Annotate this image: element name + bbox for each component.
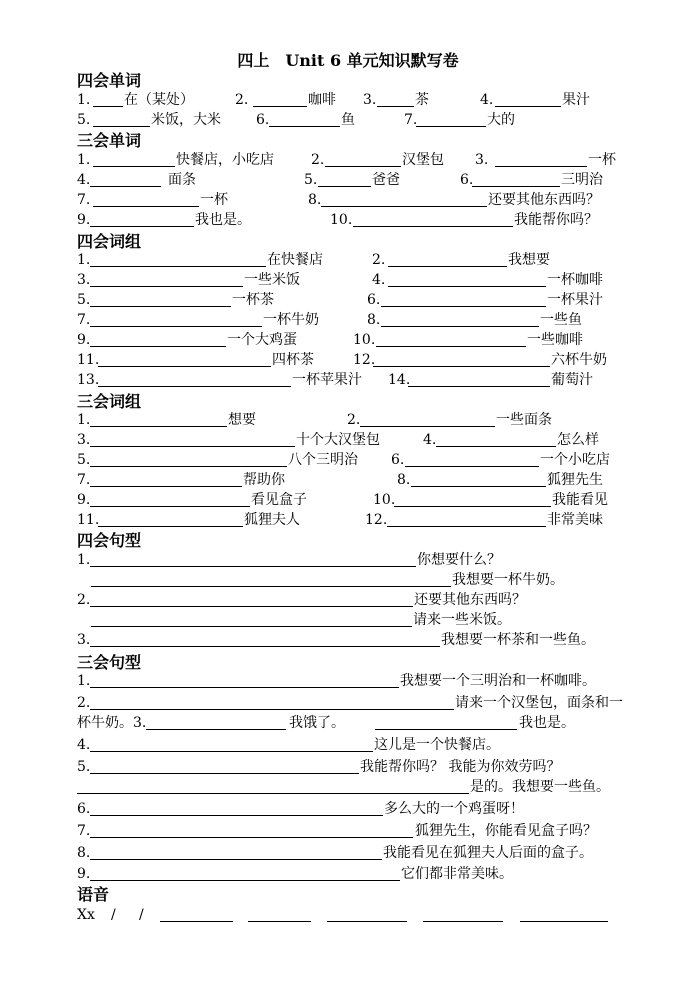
item-prompt: 请来一个汉堡包，面条和一: [455, 695, 623, 711]
sentences3-row-4: [77, 735, 622, 755]
item-prompt: 我也是。: [519, 715, 575, 731]
answer-blank[interactable]: [90, 186, 161, 187]
item-number: 4.: [77, 172, 91, 188]
item-number: 2.: [77, 592, 91, 608]
item-number: 1.: [77, 152, 91, 168]
answer-blank[interactable]: [91, 586, 451, 587]
item-prompt: 八个三明治: [288, 452, 358, 468]
answer-blank[interactable]: [318, 186, 371, 187]
item-number: 3.: [363, 92, 377, 108]
item-prompt: 还要其他东西吗？: [414, 592, 526, 608]
answer-blank[interactable]: [90, 266, 266, 267]
item-number: 6.: [367, 292, 381, 308]
answer-blank[interactable]: [90, 815, 383, 816]
item-prompt: 一杯牛奶: [263, 312, 319, 328]
item-number: 3.: [77, 272, 91, 288]
item-number: 8.: [367, 312, 381, 328]
item-number: 8.: [308, 192, 322, 208]
answer-blank[interactable]: [90, 566, 416, 567]
sentences3-row-5b: [77, 777, 622, 797]
item-prompt: 米饭，大米: [151, 112, 221, 128]
item-prompt: 汉堡包: [402, 152, 444, 168]
item-prompt: 请来一些米饭。: [413, 612, 511, 628]
item-number: 9.: [77, 866, 91, 882]
answer-blank[interactable]: [90, 306, 231, 307]
item-prompt: 一些鱼: [540, 312, 582, 328]
answer-blank[interactable]: [90, 286, 243, 287]
section-heading-three-skill-phrases: 三会词组: [77, 392, 142, 411]
answer-blank[interactable]: [408, 386, 550, 387]
item-number: 2.: [235, 92, 249, 108]
item-prompt: 狐狸先生，你能看见盒子吗？: [415, 823, 597, 839]
sentences3-row-2b: [77, 713, 622, 733]
item-number: 5.: [77, 112, 91, 128]
words3-row-4: [77, 210, 622, 230]
answer-blank[interactable]: [98, 526, 243, 527]
words4-row-2: [77, 110, 622, 130]
answer-blank[interactable]: [387, 526, 546, 527]
item-number: 3.: [77, 432, 91, 448]
item-number: 6.: [460, 172, 474, 188]
item-prompt: 我想要一杯牛奶。: [452, 572, 564, 588]
phrases4-row-1: [77, 250, 622, 270]
sentences3-row-1: [77, 671, 622, 691]
sentences3-row-9: [77, 864, 622, 884]
answer-blank[interactable]: [472, 186, 560, 187]
answer-blank[interactable]: [90, 486, 242, 487]
phonics-letter: Xx: [77, 907, 95, 923]
section-heading-three-skill-words: 三会单词: [77, 131, 142, 150]
sentences3-row-7: [77, 821, 622, 841]
item-number: 7.: [77, 192, 91, 208]
answer-blank[interactable]: [90, 326, 262, 327]
item-number: 2.: [372, 252, 386, 268]
item-prompt: 鱼: [341, 112, 355, 128]
item-prompt: 我想要一个三明治和一杯咖啡。: [400, 673, 596, 689]
answer-blank[interactable]: [436, 446, 556, 447]
item-prompt: 在快餐店: [267, 252, 323, 268]
item-prompt: 一个小吃店: [540, 452, 610, 468]
phrases3-row-4: [77, 470, 622, 490]
item-prompt: 还要其他东西吗？: [488, 192, 600, 208]
item-prompt: 帮助你: [243, 472, 285, 488]
item-number: 8.: [77, 845, 91, 861]
item-number: 7.: [77, 823, 91, 839]
phrases3-row-6: [77, 510, 622, 530]
phonics-word-blank[interactable]: [248, 921, 311, 922]
answer-blank[interactable]: [381, 326, 539, 327]
item-prompt: 一个大鸡蛋: [227, 332, 297, 348]
phonics-row: [77, 905, 622, 925]
item-number: 6.: [77, 801, 91, 817]
phrases4-row-4: [77, 310, 622, 330]
item-number: 7.: [77, 472, 91, 488]
answer-blank[interactable]: [90, 859, 382, 860]
answer-blank[interactable]: [90, 687, 399, 688]
answer-blank[interactable]: [91, 626, 412, 627]
item-number: 11.: [77, 352, 100, 368]
phonics-word-blank[interactable]: [160, 921, 233, 922]
item-number: 9.: [77, 332, 91, 348]
item-prompt: 我能帮你吗？ 我能为你效劳吗？: [360, 759, 561, 775]
item-number: 3.: [475, 152, 489, 168]
answer-blank[interactable]: [77, 793, 469, 794]
item-prompt: 一些咖啡: [527, 332, 583, 348]
answer-blank[interactable]: [90, 346, 226, 347]
answer-blank[interactable]: [269, 126, 340, 127]
item-number: 10.: [353, 332, 376, 348]
item-prompt: 想要: [228, 412, 256, 428]
item-prompt: 三明治: [561, 172, 603, 188]
words3-row-3: [77, 190, 622, 210]
phonics-slash-close: /: [139, 907, 144, 923]
item-number: 13.: [77, 372, 100, 388]
item-prompt: 狐狸先生: [547, 472, 603, 488]
phrases3-row-3: [77, 450, 622, 470]
phonics-word-blank[interactable]: [423, 921, 503, 922]
item-number: 4.: [77, 737, 91, 753]
sentences3-row-6: [77, 799, 622, 819]
answer-blank[interactable]: [93, 106, 123, 107]
item-number: 10.: [373, 492, 396, 508]
item-number: 1.: [77, 673, 91, 689]
sentences4-row-3: [77, 630, 622, 650]
section-heading-phonics: 语音: [77, 885, 110, 904]
answer-blank[interactable]: [376, 346, 526, 347]
item-prompt: 大的: [487, 112, 515, 128]
item-number: 9.: [77, 212, 91, 228]
item-number: 6.: [256, 112, 270, 128]
item-number: 1.: [77, 92, 91, 108]
item-number: 4.: [480, 92, 494, 108]
item-prompt: 一杯果汁: [547, 292, 603, 308]
answer-blank[interactable]: [325, 166, 401, 167]
answer-blank[interactable]: [90, 709, 454, 710]
item-prompt: 一杯: [200, 192, 228, 208]
answer-blank[interactable]: [90, 226, 194, 227]
item-number: 1.: [77, 412, 91, 428]
item-prompt: 一杯咖啡: [547, 272, 603, 288]
answer-blank[interactable]: [90, 466, 287, 467]
item-prompt: 一杯: [588, 152, 616, 168]
answer-blank[interactable]: [321, 206, 487, 207]
item-number: 2.: [311, 152, 325, 168]
item-prompt: 一杯苹果汁: [292, 372, 362, 388]
item-number: 7.: [77, 312, 91, 328]
item-prompt: 果汁: [562, 92, 590, 108]
item-number: 4.: [372, 272, 386, 288]
answer-blank[interactable]: [98, 366, 271, 367]
item-number: 14.: [388, 372, 411, 388]
answer-blank[interactable]: [405, 466, 539, 467]
answer-blank[interactable]: [93, 206, 199, 207]
answer-blank[interactable]: [388, 286, 546, 287]
sentences3-row-2: [77, 693, 622, 713]
item-prompt: 你想要什么？: [417, 552, 501, 568]
answer-blank[interactable]: [93, 166, 175, 167]
item-number: 2.: [347, 412, 361, 428]
item-prompt: 在（某处）: [124, 92, 194, 108]
answer-blank[interactable]: [90, 506, 250, 507]
answer-blank[interactable]: [146, 729, 286, 730]
item-prompt: 非常美味: [547, 512, 603, 528]
item-prompt: 茶: [415, 92, 429, 108]
phrases3-row-1: [77, 410, 622, 430]
item-prompt: 是的。我想要一些鱼。: [470, 779, 610, 795]
answer-blank[interactable]: [495, 166, 587, 167]
answer-blank[interactable]: [373, 366, 550, 367]
item-number: 8.: [397, 472, 411, 488]
answer-blank[interactable]: [375, 729, 517, 730]
sentences4-row-2: [77, 590, 622, 610]
item-number: 2.: [77, 695, 91, 711]
phonics-word-blank[interactable]: [327, 921, 407, 922]
item-number: 3.: [77, 632, 91, 648]
item-number: 4.: [423, 432, 437, 448]
section-heading-four-skill-phrases: 四会词组: [77, 232, 142, 251]
answer-blank[interactable]: [93, 126, 150, 127]
item-prompt: 葡萄汁: [551, 372, 593, 388]
section-heading-four-skill-sentences: 四会句型: [77, 531, 142, 550]
item-number: 9.: [77, 492, 91, 508]
item-number: 10.: [330, 212, 353, 228]
phrases4-row-7: [77, 370, 622, 390]
item-prompt: 怎么样: [557, 432, 599, 448]
phrases3-row-5: [77, 490, 622, 510]
item-prompt: 一些米饭: [244, 272, 300, 288]
words4-row-1: [77, 90, 622, 110]
answer-blank[interactable]: [90, 646, 440, 647]
answer-blank[interactable]: [394, 506, 551, 507]
item-prompt: 四杯茶: [272, 352, 314, 368]
item-prompt: 杯牛奶。: [77, 715, 133, 731]
item-prompt: 一杯茶: [232, 292, 274, 308]
answer-blank[interactable]: [90, 426, 227, 427]
section-heading-three-skill-sentences: 三会句型: [77, 653, 142, 672]
phrases4-row-6: [77, 350, 622, 370]
item-prompt: 一些面条: [496, 412, 552, 428]
item-prompt: 十个大汉堡包: [296, 432, 380, 448]
item-number: 6.: [391, 452, 405, 468]
answer-blank[interactable]: [495, 106, 561, 107]
item-prompt: 我能帮你吗？: [514, 212, 598, 228]
phrases3-row-2: [77, 430, 622, 450]
section-heading-four-skill-words: 四会单词: [77, 71, 142, 90]
item-number: 5.: [77, 292, 91, 308]
item-prompt: 六杯牛奶: [551, 352, 607, 368]
answer-blank[interactable]: [416, 126, 486, 127]
words3-row-1: [77, 150, 622, 170]
answer-blank[interactable]: [90, 751, 373, 752]
sentences4-row-1b: [77, 570, 622, 590]
item-prompt: 这儿是一个快餐店。: [374, 737, 500, 753]
item-number: 5.: [304, 172, 318, 188]
answer-blank[interactable]: [90, 446, 295, 447]
answer-blank[interactable]: [353, 226, 513, 227]
item-number: 5.: [77, 452, 91, 468]
item-number: 1.: [77, 252, 91, 268]
item-prompt: 咖啡: [308, 92, 336, 108]
item-prompt: 多么大的一个鸡蛋呀！: [384, 801, 524, 817]
phrases4-row-5: [77, 330, 622, 350]
answer-blank[interactable]: [381, 306, 546, 307]
item-number: 12.: [353, 352, 376, 368]
item-prompt: 我能看见: [552, 492, 608, 508]
item-prompt: 快餐店，小吃店: [176, 152, 274, 168]
item-prompt: 看见盒子: [251, 492, 307, 508]
phonics-slash-open: /: [111, 907, 116, 923]
answer-blank[interactable]: [98, 386, 291, 387]
item-number: 11.: [77, 512, 100, 528]
item-number: 12.: [365, 512, 388, 528]
words3-row-2: [77, 170, 622, 190]
answer-blank[interactable]: [377, 106, 414, 107]
answer-blank[interactable]: [253, 106, 307, 107]
item-prompt: 我饿了。: [289, 715, 345, 731]
item-prompt: 我也是。: [195, 212, 251, 228]
item-number: 3.: [133, 715, 147, 731]
item-prompt: 爸爸: [372, 172, 400, 188]
answer-blank[interactable]: [90, 837, 413, 838]
item-prompt: 它们都非常美味。: [401, 866, 513, 882]
item-prompt: 狐狸夫人: [244, 512, 300, 528]
item-number: 1.: [77, 552, 91, 568]
phonics-word-blank[interactable]: [520, 921, 608, 922]
sentences3-row-5: [77, 757, 622, 777]
item-prompt: 我想要一杯茶和一些鱼。: [441, 632, 595, 648]
answer-blank[interactable]: [411, 486, 546, 487]
phrases4-row-2: [77, 270, 622, 290]
item-prompt: 面条: [168, 172, 196, 188]
sentences4-row-2b: [77, 610, 622, 630]
item-prompt: 我想要: [508, 252, 550, 268]
item-prompt: 我能看见在狐狸夫人后面的盒子。: [383, 845, 593, 861]
answer-blank[interactable]: [90, 606, 413, 607]
page-title: 四上 Unit 6 单元知识默写卷: [237, 51, 459, 70]
sentences4-row-1: [77, 550, 622, 570]
phrases4-row-3: [77, 290, 622, 310]
item-number: 5.: [77, 759, 91, 775]
answer-blank[interactable]: [90, 773, 359, 774]
item-number: 7.: [404, 112, 418, 128]
answer-blank[interactable]: [90, 880, 400, 881]
answer-blank[interactable]: [360, 426, 495, 427]
sentences3-row-8: [77, 843, 622, 863]
answer-blank[interactable]: [388, 266, 507, 267]
